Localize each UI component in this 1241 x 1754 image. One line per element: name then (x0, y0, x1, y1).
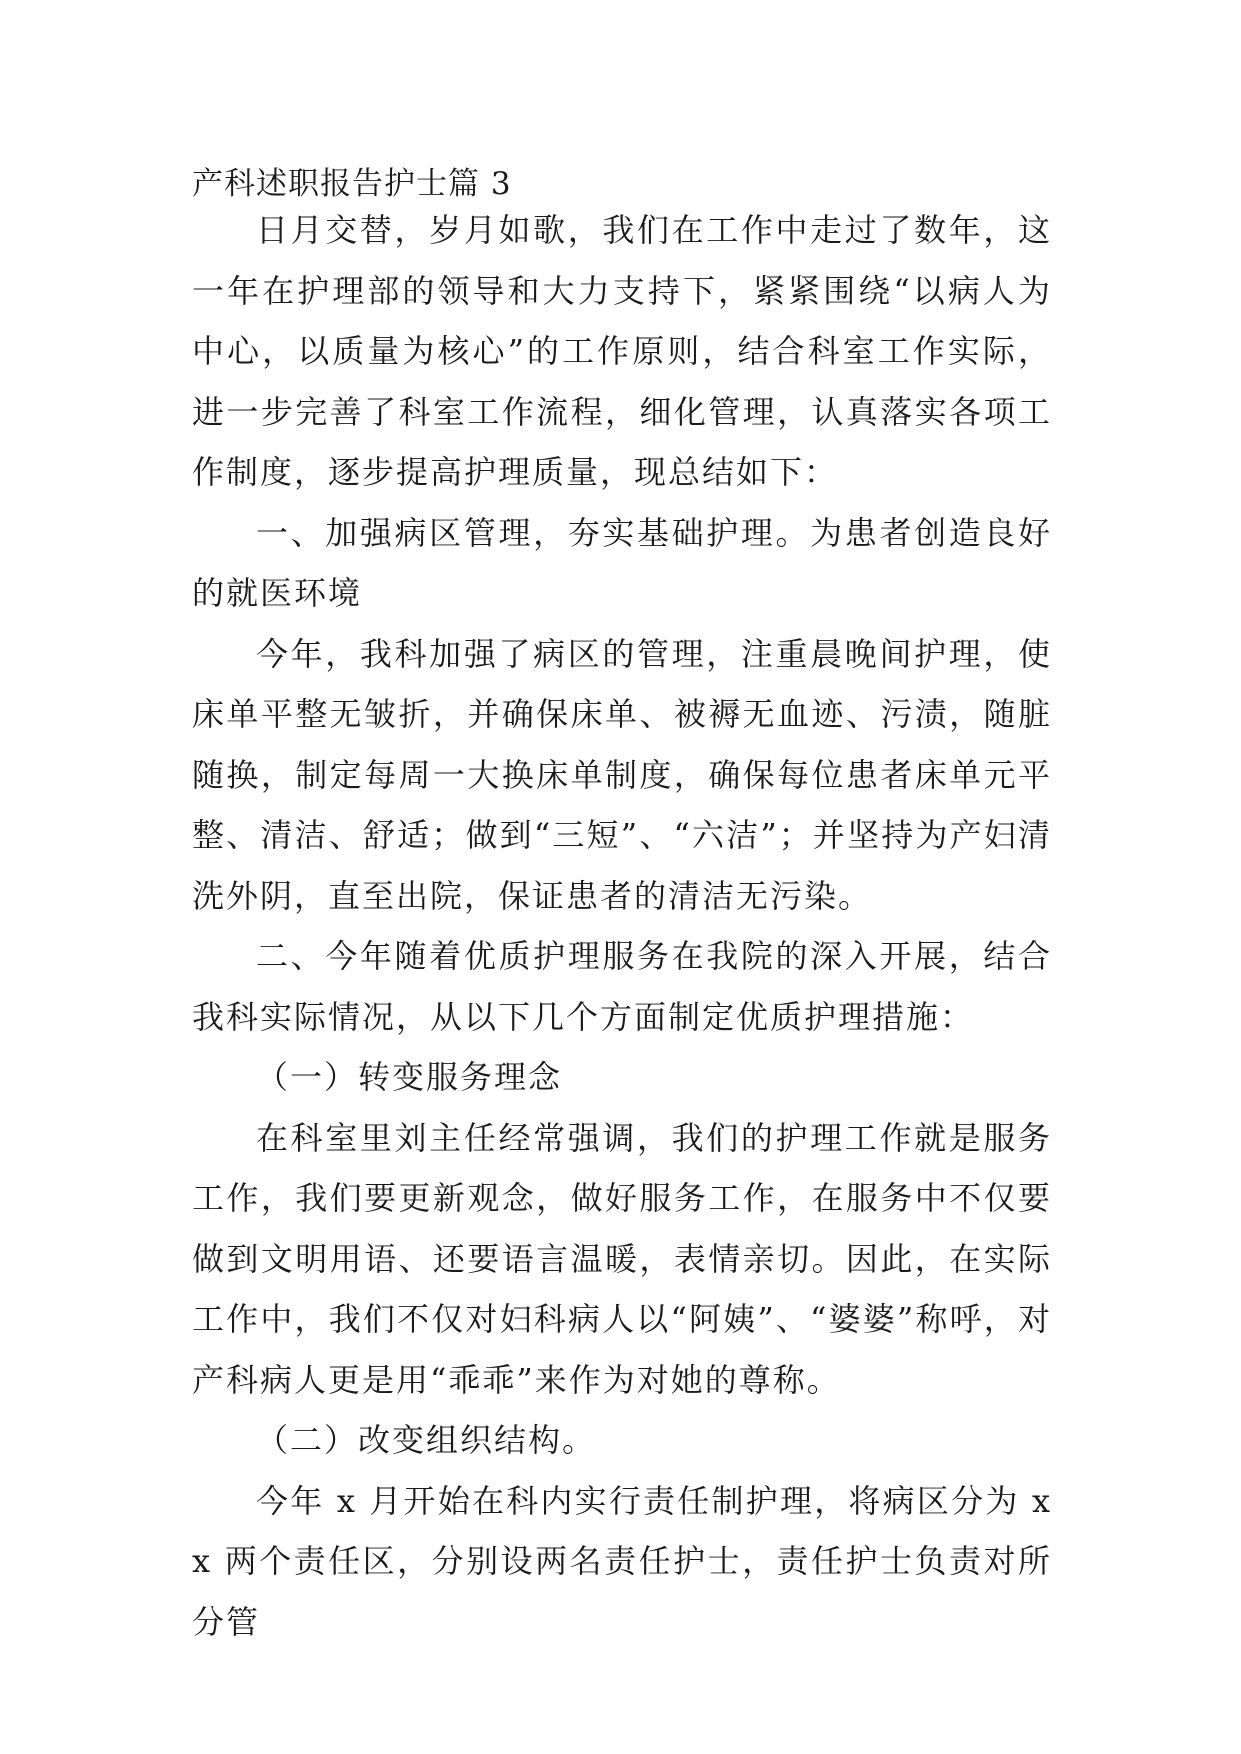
document-body (192, 200, 1052, 1652)
section-heading-1: 一、加强病区管理，夯实基础护理。为患者创造良好的就医环境 (192, 513, 1052, 612)
document-title: 产科述职报告护士篇 3 (192, 166, 512, 202)
body-paragraph: 在科室里刘主任经常强调，我们的护理工作就是服务工作，我们要更新观念，做好服务工作，在服务中不仅要做到文明用语、还要语言温暖，表情亲切。因此，在实际工作中，我们不仅对妇科病人以“阿姨”、“婆婆”称呼，对产科病人更是用“乖乖”来作为对她的尊称。 (192, 1118, 1052, 1399)
subsection-heading-1: （一）转变服务理念 (256, 1058, 563, 1096)
subsection-heading-2: （二）改变组织结构。 (256, 1421, 597, 1459)
section-heading-2: 二、今年随着优质护理服务在我院的深入开展，结合我科实际情况，从以下几个方面制定优质护理措施： (192, 937, 1052, 1036)
intro-paragraph: 日月交替，岁月如歌，我们在工作中走过了数年，这一年在护理部的领导和大力支持下，紧紧围绕“以病人为中心，以质量为核心”的工作原则，结合科室工作实际，进一步完善了科室工作流程，细化管理，认真落实各项工作制度，逐步提高护理质量，现总结如下： (192, 211, 1052, 491)
body-paragraph: 今年，我科加强了病区的管理，注重晨晚间护理，使床单平整无皱折，并确保床单、被褥无血迹、污渍，随脏随换，制定每周一大换床单制度，确保每位患者床单元平整、清洁、舒适；做到“三短”、“六洁”；并坚持为产妇清洗外阴，直至出院，保证患者的清洁无污染。 (192, 634, 1052, 915)
body-paragraph: 今年 x 月开始在科内实行责任制护理，将病区分为 xx 两个责任区，分别设两名责任护士，责任护士负责对所分管 (192, 1481, 1052, 1641)
